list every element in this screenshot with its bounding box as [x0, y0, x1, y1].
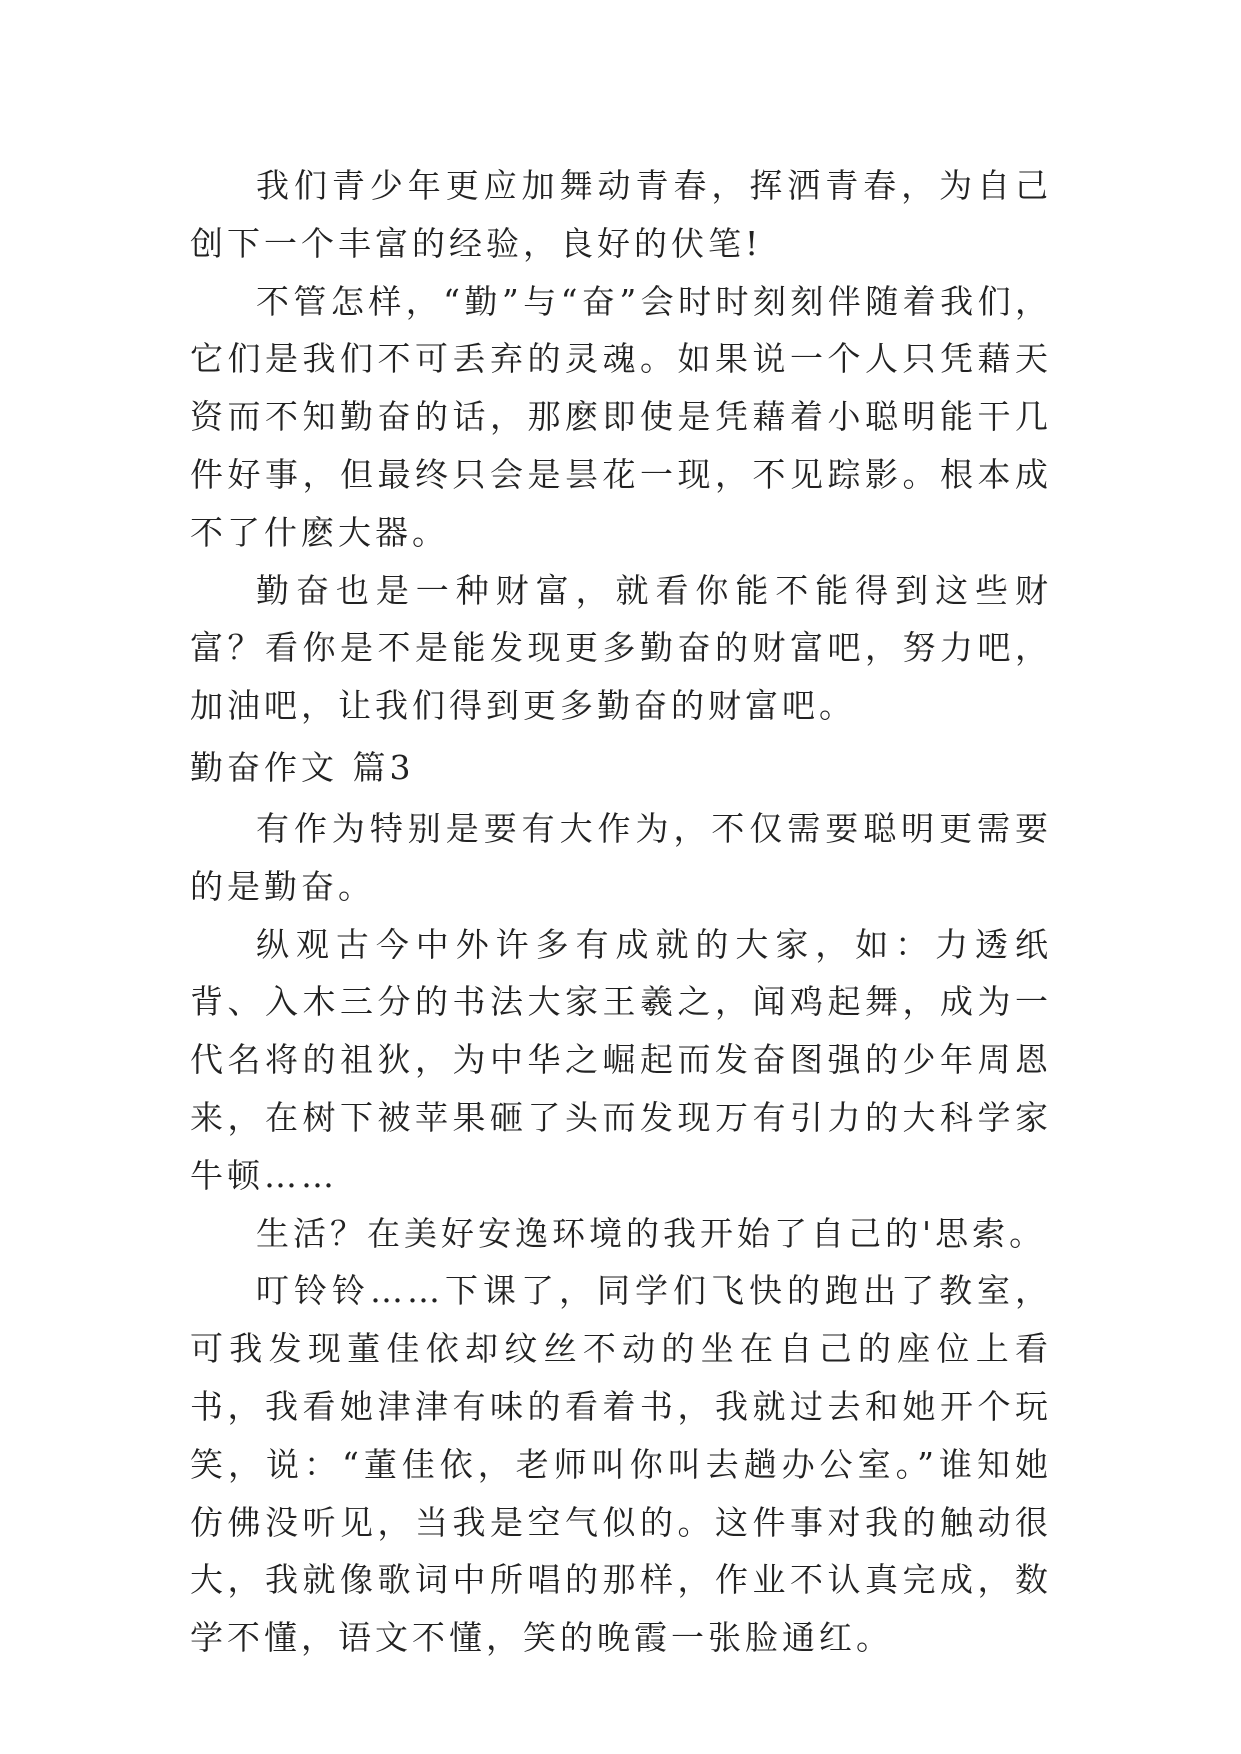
paragraph: 生活？在美好安逸环境的我开始了自己的'思索。: [256, 1213, 1047, 1253]
paragraph: 叮铃铃……下课了，同学们飞快的跑出了教室，可我发现董佳依却纹丝不动的坐在自己的座位上看书，我看她津津有味的看着书，我就过去和她开个玩笑，说：“董佳依，老师叫你叫去趟办公室。”谁知她仿佛没听见，当我是空气似的。这件事对我的触动很大，我就像歌词中所唱的那样，作业不认真完成，数学不懂，语文不懂，笑的晚霞一张脸通红。: [190, 1271, 1052, 1658]
paragraph: 我们青少年更应加舞动青春，挥洒青春，为自己创下一个丰富的经验，良好的伏笔!: [190, 166, 1052, 263]
section-heading: 勤奋作文 篇3: [190, 748, 415, 787]
paragraph: 纵观古今中外许多有成就的大家，如：力透纸背、入木三分的书法大家王羲之，闻鸡起舞，成为一代名将的祖狄，为中华之崛起而发奋图强的少年周恩来，在树下被苹果砸了头而发现万有引力的大科学家牛顿……: [190, 924, 1052, 1195]
text-block-essay-3: [190, 800, 1052, 1667]
paragraph: 勤奋也是一种财富，就看你能不能得到这些财富？看你是不是能发现更多勤奋的财富吧，努力吧，加油吧，让我们得到更多勤奋的财富吧。: [190, 570, 1052, 726]
paragraph: 有作为特别是要有大作为，不仅需要聪明更需要的是勤奋。: [190, 809, 1052, 906]
text-block-top: [190, 157, 1052, 735]
paragraph: 不管怎样，“勤”与“奋”会时时刻刻伴随着我们，它们是我们不可丢弃的灵魂。如果说一个人只凭藉天资而不知勤奋的话，那麽即使是凭藉着小聪明能干几件好事，但最终只会是昙花一现，不见踪影。根本成不了什麽大器。: [190, 281, 1052, 552]
